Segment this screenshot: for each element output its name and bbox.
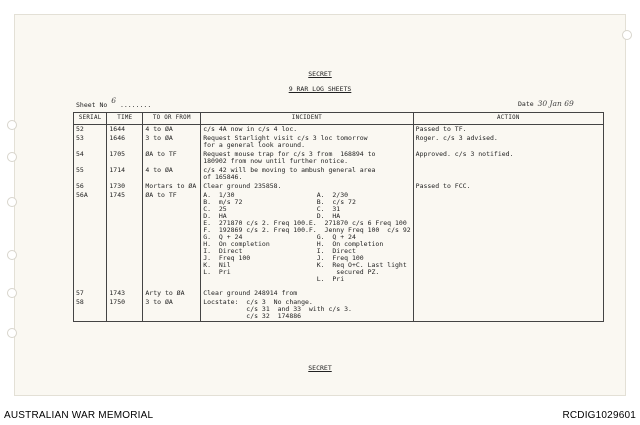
- to-from-cell: ØA to TF: [143, 191, 201, 284]
- serial-cell: 53: [74, 134, 107, 150]
- action-cell: Passed to FCC.: [413, 182, 603, 191]
- incident-cell: Request Starlight visit c/s 3 loc tomorrow for a general look around.: [201, 134, 413, 150]
- time-cell: 1714: [107, 166, 143, 182]
- table-row: [74, 150, 604, 166]
- incident-cell: c/s 42 will be moving to ambush general area of 165846.: [201, 166, 413, 182]
- table-row: [74, 182, 604, 191]
- table-row: [74, 125, 604, 135]
- incident-cell: Clear ground 235858.: [201, 182, 413, 191]
- column-header: ACTION: [413, 113, 603, 125]
- date-value: 30 Jan 69: [537, 99, 574, 108]
- time-cell: 1745: [107, 191, 143, 284]
- time-cell: 1705: [107, 150, 143, 166]
- to-from-cell: 3 to ØA: [143, 134, 201, 150]
- column-header: SERIAL: [74, 113, 107, 125]
- action-cell: [413, 166, 603, 182]
- to-from-cell: Mortars to ØA: [143, 182, 201, 191]
- time-cell: 1750: [107, 298, 143, 322]
- time-cell: 1743: [107, 284, 143, 298]
- column-header: INCIDENT: [201, 113, 413, 125]
- to-from-cell: 4 to ØA: [143, 125, 201, 135]
- action-cell: Approved. c/s 3 notified.: [413, 150, 603, 166]
- to-from-cell: 4 to ØA: [143, 166, 201, 182]
- page-title: 9 RAR LOG SHEETS: [288, 85, 352, 93]
- sheet-number-field: Sheet No 6 ........: [76, 96, 152, 109]
- archive-name: AUSTRALIAN WAR MEMORIAL: [4, 410, 154, 421]
- table-row: [74, 166, 604, 182]
- time-cell: 1646: [107, 134, 143, 150]
- time-cell: 1644: [107, 125, 143, 135]
- to-from-cell: Arty to ØA: [143, 284, 201, 298]
- punch-hole: [7, 197, 17, 207]
- sheet-number: 6: [111, 96, 117, 105]
- serial-cell: 52: [74, 125, 107, 135]
- punch-hole: [622, 30, 632, 40]
- action-cell: [413, 191, 603, 284]
- time-cell: 1730: [107, 182, 143, 191]
- action-cell: Passed to TF.: [413, 125, 603, 135]
- punch-hole: [7, 250, 17, 260]
- table-header-row: [74, 113, 604, 125]
- classification-bottom: SECRET: [308, 364, 332, 372]
- punch-hole: [7, 120, 17, 130]
- serial-cell: 56A: [74, 191, 107, 284]
- action-cell: [413, 284, 603, 298]
- table-row: [74, 134, 604, 150]
- serial-cell: 58: [74, 298, 107, 322]
- table-row: [74, 298, 604, 322]
- serial-cell: 57: [74, 284, 107, 298]
- punch-hole: [7, 328, 17, 338]
- serial-cell: 56: [74, 182, 107, 191]
- serial-cell: 55: [74, 166, 107, 182]
- incident-cell: A. 1/30 A. 2/30 B. m/s 72 B. c/s 72 C. 25 C. 31 D. HA D. HA E. 271870 c/s 2. Freq 100.E. 271870 c/s 6 Freq 100 F. 192869 c/s 2. Freq 100.F. Jenny Freq 100 c/s 92 G. Q + 24 G. Q + 24 H. On completion H. On completion I. Direct I. Direct J. Freq 100 J. Freq 100 K. Nil K. Req O+C. Last light L. Pri secured PZ. L. Pri: [201, 191, 413, 284]
- incident-cell: Request mouse trap for c/s 3 from 168894 to 180902 from now until further notice.: [201, 150, 413, 166]
- classification-top: SECRET: [308, 70, 332, 78]
- action-cell: Roger. c/s 3 advised.: [413, 134, 603, 150]
- date-field: [518, 99, 574, 108]
- action-cell: [413, 298, 603, 322]
- archive-id: RCDIG1029601: [562, 410, 636, 421]
- punch-hole: [7, 152, 17, 162]
- table-row: [74, 191, 604, 284]
- to-from-cell: 3 to ØA: [143, 298, 201, 322]
- date-label: Date: [518, 100, 534, 108]
- punch-hole: [7, 288, 17, 298]
- to-from-cell: ØA to TF: [143, 150, 201, 166]
- incident-cell: Clear ground 248914 from: [201, 284, 413, 298]
- incident-cell: Locstate: c/s 3 No change. c/s 31 and 33 with c/s 3. c/s 32 174886: [201, 298, 413, 322]
- table-row: [74, 284, 604, 298]
- column-header: TIME: [107, 113, 143, 125]
- log-table: [73, 112, 604, 322]
- incident-cell: c/s 4A now in c/s 4 loc.: [201, 125, 413, 135]
- column-header: TO OR FROM: [143, 113, 201, 125]
- sheet-label: Sheet No: [76, 101, 108, 109]
- serial-cell: 54: [74, 150, 107, 166]
